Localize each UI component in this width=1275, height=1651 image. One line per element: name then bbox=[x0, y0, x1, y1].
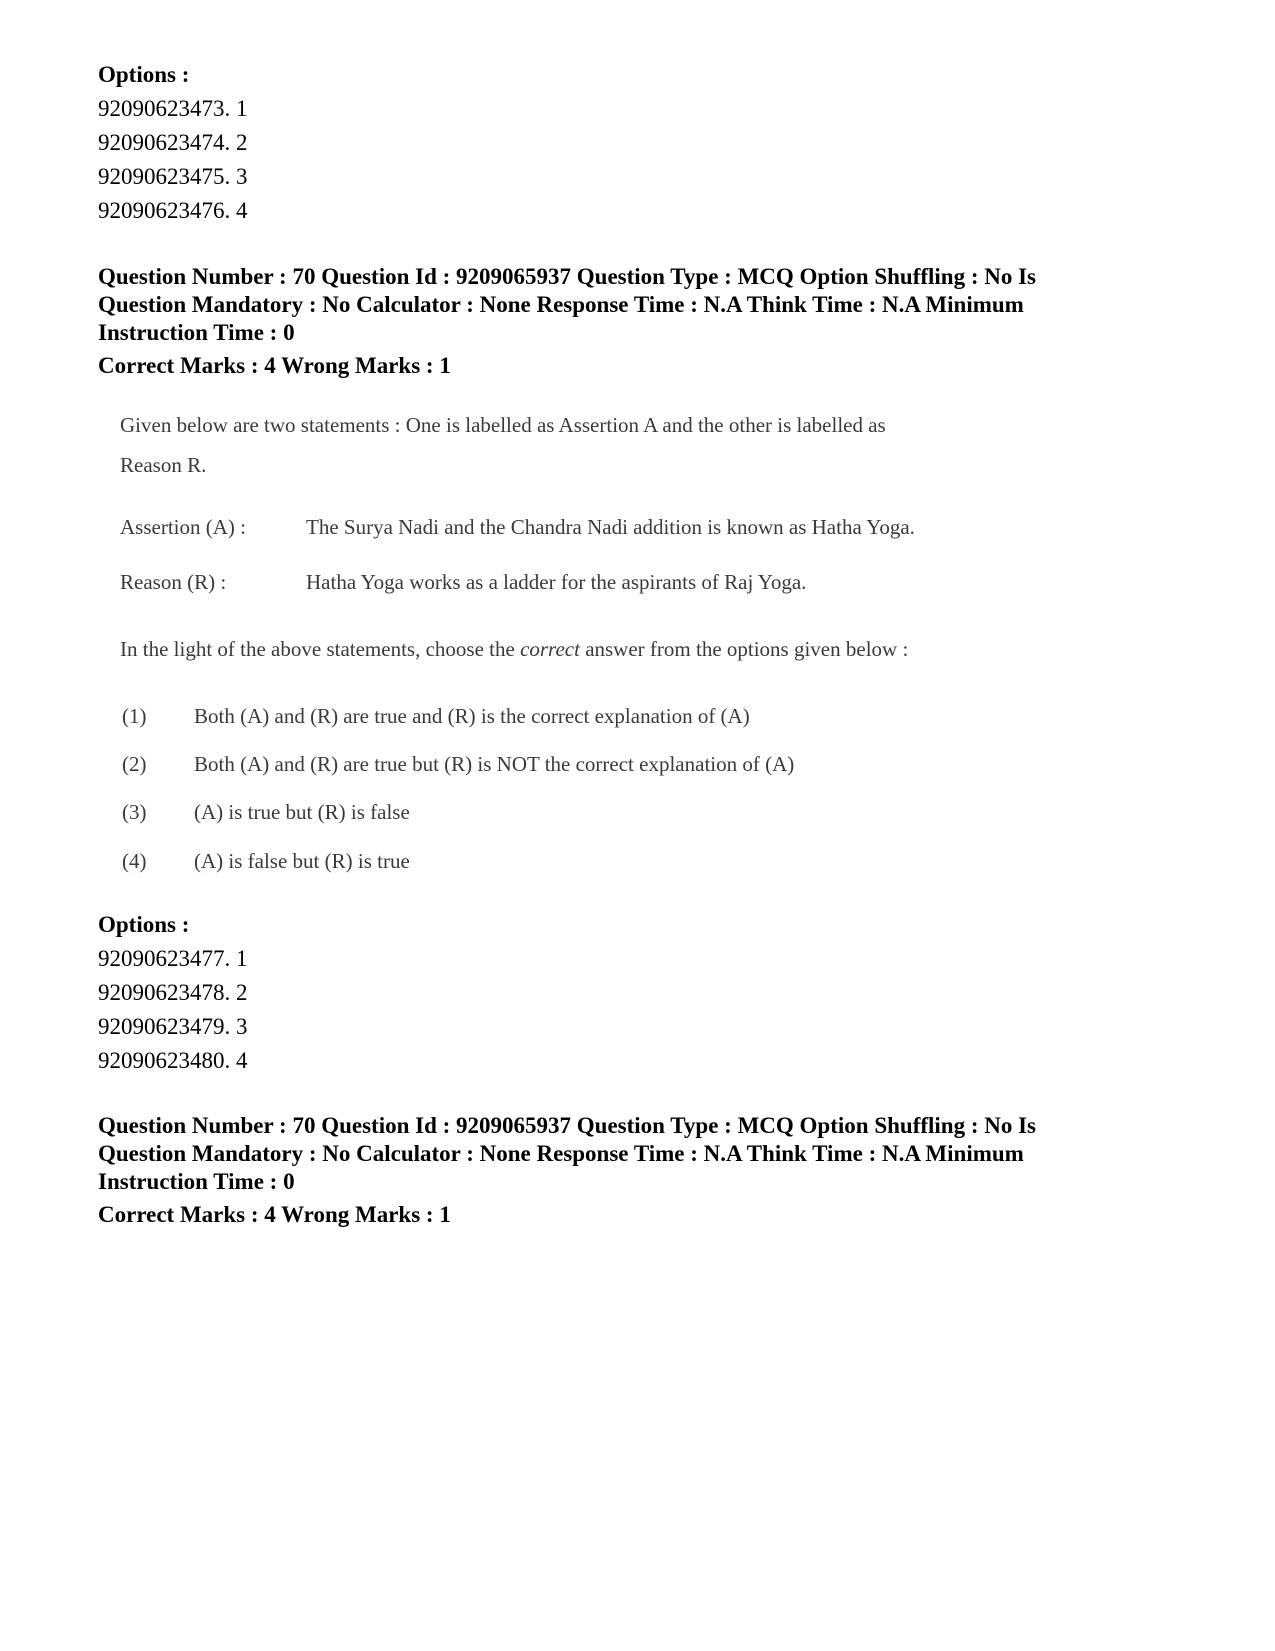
options-heading: Options : bbox=[98, 62, 190, 87]
question-body bbox=[120, 405, 1120, 895]
option-line: 92090623479. 3 bbox=[98, 1014, 248, 1039]
reason-text: Hatha Yoga works as a ladder for the aspirants of Raj Yoga. bbox=[306, 570, 807, 594]
reason-row bbox=[120, 567, 1120, 597]
choice-row bbox=[120, 749, 1120, 779]
question-meta-line: Question Mandatory : No Calculator : None Response Time : N.A Think Time : N.A Minimum bbox=[98, 292, 1024, 317]
instruction-text: In the light of the above statements, choose the bbox=[120, 637, 515, 661]
question-intro-line: Given below are two statements : One is labelled as Assertion A and the other is labelled as bbox=[120, 413, 886, 437]
option-line: 92090623475. 3 bbox=[98, 164, 248, 189]
choice-row bbox=[120, 846, 1120, 876]
choice-number: (4) bbox=[122, 849, 147, 873]
choice-text: (A) is true but (R) is false bbox=[194, 800, 410, 824]
instruction-emphasis: correct bbox=[520, 637, 580, 661]
instruction-text: answer from the options given below : bbox=[585, 637, 909, 661]
assertion-label: Assertion (A) : bbox=[120, 515, 246, 539]
question-meta-line: Question Number : 70 Question Id : 9209065937 Question Type : MCQ Option Shuffling : No Is bbox=[98, 264, 1037, 289]
option-line: 92090623478. 2 bbox=[98, 980, 248, 1005]
choice-text: (A) is false but (R) is true bbox=[194, 849, 410, 873]
marks-line: Correct Marks : 4 Wrong Marks : 1 bbox=[98, 353, 451, 378]
question-intro bbox=[120, 405, 1120, 485]
choice-number: (1) bbox=[122, 704, 147, 728]
assertion-row bbox=[120, 512, 1120, 542]
question-intro-line: Reason R. bbox=[120, 453, 207, 477]
options-heading: Options : bbox=[98, 912, 190, 937]
choice-number: (2) bbox=[122, 752, 147, 776]
option-line: 92090623480. 4 bbox=[98, 1048, 248, 1073]
choice-number: (3) bbox=[122, 800, 147, 824]
options-block-bottom bbox=[98, 908, 1188, 1078]
options-block-top bbox=[98, 58, 1188, 228]
next-question-meta bbox=[98, 1112, 1188, 1232]
question-meta-line: Question Number : 70 Question Id : 9209065937 Question Type : MCQ Option Shuffling : No Is bbox=[98, 1113, 1037, 1138]
reason-label: Reason (R) : bbox=[120, 570, 227, 594]
marks-line: Correct Marks : 4 Wrong Marks : 1 bbox=[98, 1202, 451, 1227]
instruction-line bbox=[120, 634, 908, 664]
choice-text: Both (A) and (R) are true and (R) is the correct explanation of (A) bbox=[194, 704, 750, 728]
option-line: 92090623477. 1 bbox=[98, 946, 248, 971]
choice-row bbox=[120, 701, 1120, 731]
option-line: 92090623474. 2 bbox=[98, 130, 248, 155]
option-line: 92090623473. 1 bbox=[98, 96, 248, 121]
question-meta-line: Instruction Time : 0 bbox=[98, 320, 295, 345]
option-line: 92090623476. 4 bbox=[98, 198, 248, 223]
assertion-text: The Surya Nadi and the Chandra Nadi addition is known as Hatha Yoga. bbox=[306, 515, 915, 539]
choice-row bbox=[120, 797, 1120, 827]
question-meta bbox=[98, 263, 1188, 383]
choice-text: Both (A) and (R) are true but (R) is NOT the correct explanation of (A) bbox=[194, 752, 795, 776]
question-meta-line: Question Mandatory : No Calculator : None Response Time : N.A Think Time : N.A Minimum bbox=[98, 1141, 1024, 1166]
question-meta-line: Instruction Time : 0 bbox=[98, 1169, 295, 1194]
